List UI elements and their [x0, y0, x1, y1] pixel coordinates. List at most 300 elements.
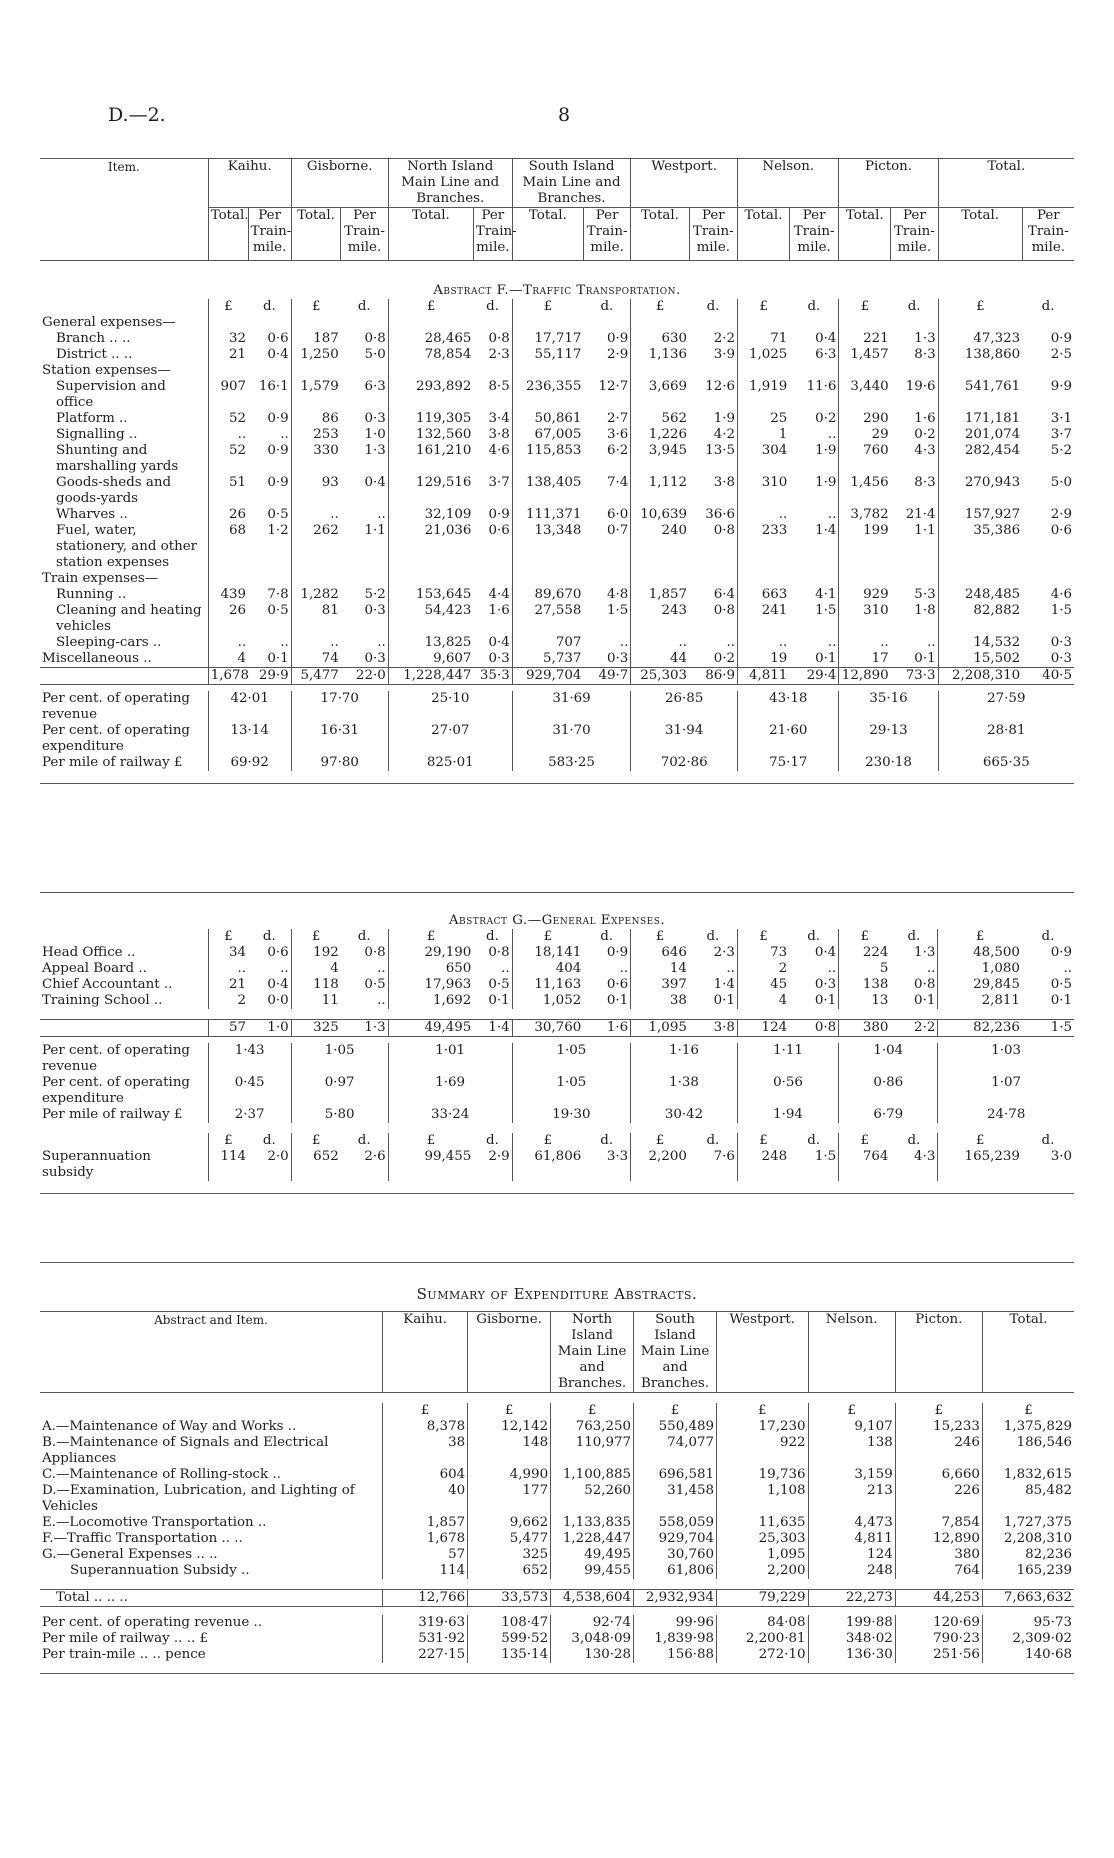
unit-symbol: £ — [655, 929, 665, 944]
table-cell: 0·9 — [473, 507, 512, 523]
table-cell: 4·6 — [473, 443, 512, 475]
unit-symbol: £ — [311, 299, 321, 314]
stat-cell: 702·86 — [631, 755, 738, 771]
table-cell: 0·9 — [1050, 945, 1072, 960]
table-cell: 2·7 — [583, 411, 630, 427]
row-label: B.—Maintenance of Signals and Electrical Appliances — [40, 1435, 383, 1467]
table-cell — [789, 571, 839, 587]
table-cell: 32 — [229, 331, 247, 346]
table-cell: 1,133,835 — [551, 1515, 634, 1531]
table-cell: 201,074 — [964, 427, 1021, 442]
unit-symbol: £ — [1024, 1403, 1033, 1418]
table-cell: .. — [248, 635, 291, 651]
stat-cell: 272·10 — [717, 1647, 808, 1663]
spacer-row — [40, 1123, 1074, 1133]
table-cell: 74 — [321, 651, 339, 666]
table-cell: 439 — [220, 587, 247, 602]
row-label: Superannuation Subsidy .. — [40, 1563, 383, 1579]
table-cell: 248 — [808, 1563, 895, 1579]
table-cell: 707 — [555, 635, 582, 650]
stat-cell: 1·03 — [991, 1043, 1022, 1058]
table-cell: 922 — [717, 1435, 808, 1467]
table-cell: 1,919 — [748, 379, 788, 394]
total-label — [40, 668, 208, 685]
spacer — [40, 1393, 1074, 1404]
stat-cell: 92·74 — [551, 1615, 634, 1631]
table-cell: 0·4 — [789, 331, 839, 347]
row-label: Miscellaneous .. — [40, 651, 208, 668]
table-cell: 6,660 — [895, 1467, 982, 1483]
sub-header-total: Total. — [738, 208, 790, 261]
unit-symbol: £ — [426, 1133, 436, 1148]
stat-cell: 84·08 — [717, 1615, 808, 1631]
table-cell: 290 — [863, 411, 889, 426]
table-cell — [291, 315, 341, 331]
table-cell: 0·5 — [248, 603, 291, 635]
table-cell: 52 — [229, 443, 247, 458]
table-cell: 310 — [863, 603, 889, 618]
table-cell: 0·3 — [789, 977, 839, 993]
summary-col-total: Total. — [1009, 1312, 1048, 1327]
total-cell: 29·9 — [248, 668, 291, 685]
stat-cell: 27·59 — [987, 691, 1026, 706]
superannuation-row — [40, 1149, 1074, 1181]
table-cell: 9·9 — [1050, 379, 1072, 394]
stat-row — [40, 1075, 1074, 1107]
table-cell — [1022, 571, 1074, 587]
table-cell: 1 — [778, 427, 788, 442]
table-cell: 19,736 — [717, 1467, 808, 1483]
table-cell: 4,990 — [468, 1467, 551, 1483]
table-cell: 763,250 — [551, 1419, 634, 1435]
section-end — [40, 1663, 1074, 1674]
table-cell: 0·6 — [473, 523, 512, 571]
table-cell: 4·1 — [789, 587, 839, 603]
sub-header-total: Total. — [208, 208, 248, 261]
stat-cell: 2,309·02 — [1012, 1631, 1072, 1646]
stat-cell: 31·94 — [631, 723, 738, 755]
region-header-row — [40, 159, 1074, 208]
table-cell: 82,882 — [973, 603, 1021, 618]
stat-cell: 28·81 — [987, 723, 1026, 738]
table-row — [40, 945, 1074, 961]
table-cell: 114 — [383, 1563, 468, 1579]
total-cell: 4,538,604 — [551, 1590, 634, 1607]
table-cell: 0·5 — [1050, 977, 1072, 992]
unit-symbol: d. — [341, 1133, 388, 1149]
table-cell: 0·3 — [1050, 635, 1072, 650]
table-cell: 1·3 — [890, 945, 937, 961]
table-cell: 3·3 — [583, 1149, 630, 1181]
table-cell: 1·5 — [1050, 603, 1072, 618]
unit-symbol: d. — [890, 929, 937, 945]
unit-symbol: d. — [689, 929, 738, 945]
table-cell: 1,727,375 — [1003, 1515, 1072, 1530]
table-cell: 4,811 — [808, 1531, 895, 1547]
table-cell: .. — [473, 961, 512, 977]
stat-cell: 30·42 — [631, 1107, 738, 1123]
table-cell: 138 — [862, 977, 889, 992]
table-cell: 3,440 — [850, 379, 889, 394]
summary-col-picton: Picton. — [895, 1312, 982, 1393]
table-cell: 0·8 — [890, 977, 937, 993]
table-cell: 187 — [313, 331, 339, 346]
table-cell: .. — [248, 427, 291, 443]
total-cell: 73·3 — [891, 668, 938, 685]
table-cell: 630 — [661, 331, 688, 346]
table-cell: 929 — [863, 587, 889, 602]
stat-cell: 665·35 — [982, 755, 1030, 770]
total-cell: 1·4 — [473, 1020, 512, 1037]
stat-label: Per train-mile .. .. pence — [40, 1647, 383, 1663]
table-cell: 7·8 — [248, 587, 291, 603]
table-cell: 19 — [770, 651, 788, 666]
unit-symbol: £ — [860, 299, 870, 314]
total-cell: 79,229 — [717, 1590, 808, 1607]
table-cell: 4·3 — [890, 1149, 937, 1181]
table-cell — [738, 363, 790, 379]
table-cell: .. — [789, 427, 839, 443]
table-cell: 89,670 — [534, 587, 582, 602]
table-cell: 36·6 — [689, 507, 738, 523]
table-cell: 21,036 — [424, 523, 472, 538]
stat-row — [40, 1631, 1074, 1647]
table-cell: 32,109 — [424, 507, 472, 522]
total-cell: 5,477 — [291, 668, 341, 685]
row-label: Appeal Board .. — [40, 961, 208, 977]
table-cell: 1·0 — [341, 427, 388, 443]
table-cell — [512, 363, 583, 379]
total-cell: 1·5 — [1022, 1020, 1074, 1037]
stat-cell: 19·30 — [512, 1107, 631, 1123]
total-bottom-rule — [40, 1607, 1074, 1616]
table-cell: 8·5 — [473, 379, 512, 411]
table-cell: 652 — [313, 1149, 339, 1164]
table-cell: 0·3 — [341, 411, 388, 427]
stat-label: Per cent. of operating revenue — [40, 691, 208, 723]
table-cell: 380 — [895, 1547, 982, 1563]
stat-cell: 319·63 — [383, 1615, 468, 1631]
unit-symbol: d. — [890, 1133, 937, 1149]
stat-cell: 0·86 — [839, 1075, 938, 1107]
table-row — [40, 651, 1074, 668]
table-row — [40, 363, 1074, 379]
table-cell: 4·8 — [583, 587, 630, 603]
sub-header-per: Per Train-mile. — [689, 208, 738, 261]
stat-cell: 599·52 — [468, 1631, 551, 1647]
stat-cell: 140·68 — [1025, 1647, 1072, 1662]
table-cell — [891, 315, 938, 331]
table-cell: 4·4 — [473, 587, 512, 603]
row-label: Goods-sheds and goods-yards — [40, 475, 208, 507]
table-cell: 2 — [237, 993, 247, 1008]
unit-symbol: £ — [759, 929, 768, 944]
stat-cell: 227·15 — [383, 1647, 468, 1663]
stat-cell: 16·31 — [291, 723, 388, 755]
total-cell: 40·5 — [1022, 668, 1074, 685]
stat-cell: 95·73 — [1033, 1615, 1072, 1630]
table-row — [40, 977, 1074, 993]
total-cell: 1,678 — [208, 668, 248, 685]
unit-symbol: £ — [543, 929, 553, 944]
table-cell: 1,108 — [717, 1483, 808, 1515]
table-cell — [1022, 315, 1074, 331]
table-cell: 1,692 — [432, 993, 472, 1008]
stat-cell: 17·70 — [291, 691, 388, 723]
table-cell: 138,405 — [526, 475, 582, 490]
table-cell: 2 — [778, 961, 788, 976]
unit-label — [40, 1133, 208, 1149]
table-row — [40, 961, 1074, 977]
row-label: Supervision and office — [40, 379, 208, 411]
table-cell: 0·8 — [689, 523, 738, 571]
table-row — [40, 507, 1074, 523]
table-cell: 2·0 — [248, 1149, 291, 1181]
superannuation-unit-row — [40, 1133, 1074, 1149]
stat-cell: 26·85 — [631, 691, 738, 723]
unit-symbol: £ — [895, 1403, 982, 1419]
stat-cell: 348·02 — [808, 1631, 895, 1647]
stat-cell: 2,200·81 — [717, 1631, 808, 1647]
stat-cell: 135·14 — [468, 1647, 551, 1663]
unit-symbol: £ — [717, 1403, 808, 1419]
row-label: Running .. — [40, 587, 208, 603]
stat-label: Per mile of railway £ — [40, 1107, 208, 1123]
summary-col-nelson: Nelson. — [808, 1312, 895, 1393]
table-cell: 52,260 — [551, 1483, 634, 1515]
table-cell: 1,226 — [648, 427, 688, 442]
stat-cell: 2·37 — [208, 1107, 291, 1123]
stat-row — [40, 755, 1074, 771]
table-cell: .. — [341, 961, 388, 977]
unit-symbol: d. — [341, 929, 388, 945]
table-cell: 2·5 — [1050, 347, 1072, 362]
table-cell: 25,303 — [717, 1531, 808, 1547]
stat-cell: 583·25 — [512, 755, 631, 771]
sub-header-per: Per Train-mile. — [248, 208, 291, 261]
unit-symbol: £ — [383, 1403, 468, 1419]
table-cell: 93 — [321, 475, 339, 490]
table-cell: 13,825 — [424, 635, 472, 650]
table-cell: 38 — [383, 1435, 468, 1467]
unit-symbol: £ — [759, 299, 768, 314]
table-cell: 696,581 — [634, 1467, 717, 1483]
table-cell: 0·5 — [473, 977, 512, 993]
table-cell: 6·0 — [583, 507, 630, 523]
stat-cell: 108·47 — [468, 1615, 551, 1631]
summary-header-row — [40, 1312, 1074, 1393]
table-cell: 30,760 — [634, 1547, 717, 1563]
unit-symbol: d. — [891, 299, 938, 315]
table-cell: 99,455 — [551, 1563, 634, 1579]
table-cell: 4·2 — [689, 427, 738, 443]
unit-label — [40, 299, 208, 315]
total-cell: 380 — [839, 1020, 891, 1037]
unit-symbol: d. — [689, 1133, 738, 1149]
stat-cell: 199·88 — [808, 1615, 895, 1631]
table-cell: 246 — [895, 1435, 982, 1467]
unit-symbol: £ — [808, 1403, 895, 1419]
table-cell: 45 — [770, 977, 788, 992]
table-cell: 262 — [313, 523, 339, 538]
table-cell — [839, 315, 891, 331]
region-header-kaihu: Kaihu. — [208, 159, 291, 208]
table-cell: 652 — [468, 1563, 551, 1579]
table-cell: 25 — [770, 411, 788, 426]
table-cell: .. — [880, 635, 889, 650]
table-row — [40, 571, 1074, 587]
table-cell: 3·9 — [689, 347, 738, 363]
summary-title: Summary of Expenditure Abstracts. — [40, 1262, 1074, 1305]
stat-cell: 1·69 — [388, 1075, 512, 1107]
table-cell — [388, 315, 473, 331]
rule — [40, 1607, 1074, 1616]
spacer — [40, 1123, 1074, 1133]
table-cell: 13 — [871, 993, 889, 1008]
row-label: A.—Maintenance of Way and Works .. — [40, 1419, 383, 1435]
table-cell: 310 — [761, 475, 788, 490]
stat-cell: 790·23 — [895, 1631, 982, 1647]
table-cell: 12,890 — [895, 1531, 982, 1547]
table-cell: 129,516 — [416, 475, 472, 490]
table-cell: 6·4 — [689, 587, 738, 603]
table-cell: 74,077 — [634, 1435, 717, 1467]
unit-symbol: d. — [248, 1133, 291, 1149]
table-cell: 0·1 — [891, 651, 938, 668]
table-cell: 293,892 — [416, 379, 472, 394]
table-cell — [938, 571, 1022, 587]
table-cell: 99,455 — [424, 1149, 472, 1164]
table-cell: 6·3 — [341, 379, 388, 411]
unit-symbol: d. — [789, 929, 839, 945]
table-cell — [512, 315, 583, 331]
table-cell: 14,532 — [973, 635, 1021, 650]
table-cell: 51 — [229, 475, 247, 490]
summary-col-south-island: South Island Main Line and Branches. — [634, 1312, 717, 1393]
table-cell: 115,853 — [526, 443, 582, 458]
summary-item-header: Abstract and Item. — [40, 1312, 383, 1393]
table-cell: 2,811 — [981, 993, 1020, 1008]
table-cell: 5·0 — [1050, 475, 1072, 490]
spacer-row — [40, 1393, 1074, 1404]
table-cell: 3,159 — [808, 1467, 895, 1483]
table-cell: 397 — [661, 977, 687, 992]
table-cell: 1,375,829 — [1003, 1419, 1072, 1434]
abstract-f-body — [40, 261, 1074, 784]
table-cell: .. — [237, 961, 247, 976]
total-cell: 33,573 — [468, 1590, 551, 1607]
summary-body — [40, 1393, 1074, 1674]
table-cell: 27,558 — [534, 603, 582, 618]
table-cell: 236,355 — [526, 379, 582, 394]
stat-cell: 13·14 — [208, 723, 291, 755]
stat-cell: 251·56 — [895, 1647, 982, 1663]
table-cell: 161,210 — [416, 443, 472, 458]
table-cell: 0·9 — [583, 331, 630, 347]
table-cell: 17,230 — [717, 1419, 808, 1435]
table-cell: 0·6 — [248, 945, 291, 961]
table-cell: 17,717 — [534, 331, 582, 346]
table-cell: 3,782 — [850, 507, 889, 522]
row-label: General expenses— — [40, 315, 208, 331]
table-row — [40, 411, 1074, 427]
stat-label: Per cent. of operating revenue — [40, 1043, 208, 1075]
stat-cell: 156·88 — [634, 1647, 717, 1663]
stat-cell: 24·78 — [987, 1107, 1026, 1122]
summary-col-gisborne: Gisborne. — [468, 1312, 551, 1393]
table-cell: 1,857 — [648, 587, 688, 602]
table-cell — [1022, 363, 1074, 379]
stat-label: Per cent. of operating expenditure — [40, 1075, 208, 1107]
table-cell — [473, 571, 512, 587]
stat-cell: 35·16 — [839, 691, 938, 723]
table-cell: 4,473 — [808, 1515, 895, 1531]
table-cell: 110,977 — [551, 1435, 634, 1467]
table-cell: 0·9 — [248, 443, 291, 475]
table-cell: 1,136 — [648, 347, 688, 362]
total-cell: 325 — [291, 1020, 341, 1037]
table-cell: 0·1 — [473, 993, 512, 1009]
table-row — [40, 1547, 1074, 1563]
table-cell: 1,112 — [648, 475, 688, 490]
abstract-f-table — [40, 158, 1074, 784]
table-cell: 5,737 — [543, 651, 582, 666]
table-cell: 171,181 — [964, 411, 1021, 426]
table-cell: 0·8 — [341, 331, 388, 347]
table-cell: 1,678 — [383, 1531, 468, 1547]
unit-label — [40, 929, 208, 945]
table-cell: 0·1 — [248, 651, 291, 668]
stat-row — [40, 691, 1074, 723]
region-header-picton: Picton. — [839, 159, 938, 208]
table-cell: 3·0 — [1050, 1149, 1072, 1164]
table-cell: 226 — [895, 1483, 982, 1515]
spacer-row — [40, 1009, 1074, 1020]
stat-cell: 1·05 — [512, 1075, 631, 1107]
table-cell: 0·3 — [583, 651, 630, 668]
table-cell: .. — [689, 961, 738, 977]
region-header-gisborne: Gisborne. — [291, 159, 388, 208]
table-cell: .. — [330, 507, 339, 522]
table-cell — [689, 571, 738, 587]
table-cell: 929,704 — [634, 1531, 717, 1547]
table-cell — [583, 363, 630, 379]
table-cell: 35,386 — [973, 523, 1021, 538]
table-cell: 17,963 — [424, 977, 472, 992]
table-cell: 3·4 — [473, 411, 512, 427]
table-cell: 0·1 — [789, 993, 839, 1009]
table-cell: 0·6 — [248, 331, 291, 347]
table-cell: 1·3 — [341, 443, 388, 475]
table-cell: 153,645 — [416, 587, 472, 602]
total-cell: 2,932,934 — [634, 1590, 717, 1607]
table-cell: 558,059 — [634, 1515, 717, 1531]
table-cell: 114 — [220, 1149, 247, 1164]
table-cell: 1·9 — [689, 411, 738, 427]
table-row — [40, 1419, 1074, 1435]
row-label: D.—Examination, Lubrication, and Lighting of Vehicles — [40, 1483, 383, 1515]
unit-row — [40, 1403, 1074, 1419]
unit-symbol: £ — [655, 299, 665, 314]
row-label: G.—General Expenses .. .. — [40, 1547, 383, 1563]
section-end — [40, 771, 1074, 784]
table-cell — [789, 363, 839, 379]
total-cell: 12,890 — [839, 668, 891, 685]
table-cell: 330 — [313, 443, 339, 458]
unit-symbol: £ — [543, 1133, 553, 1148]
table-cell: 282,454 — [964, 443, 1021, 458]
table-cell: 18,141 — [534, 945, 582, 960]
